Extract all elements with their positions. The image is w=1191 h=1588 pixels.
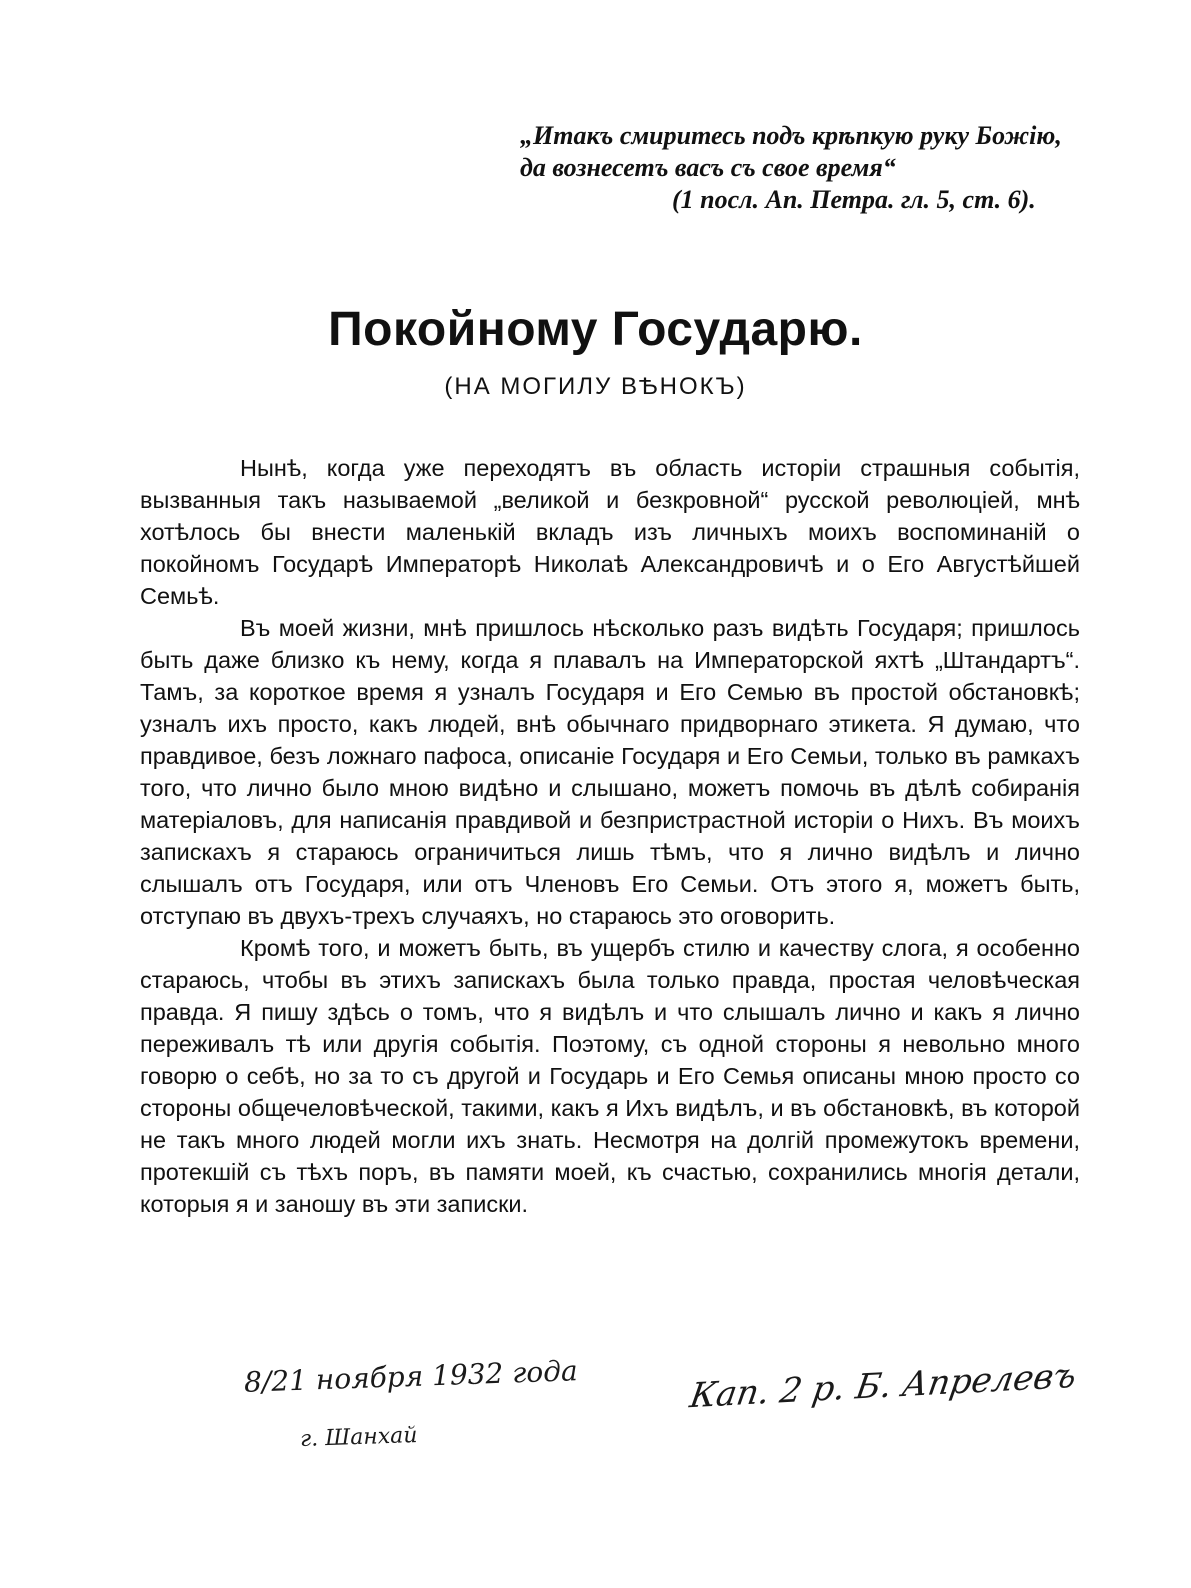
epigraph-reference: (1 посл. Ап. Петра. гл. 5, ст. 6). [672,185,1036,214]
paragraph-1: Нынѣ, когда уже переходятъ въ область исторіи страшныя событія, вызванныя такъ называемой „великой и безкровной“ русской революціей, мнѣ хотѣлось бы внести маленькій вкладъ изъ личныхъ моихъ воспоминаній о покойномъ Государѣ Императорѣ Николаѣ Александровичѣ и о Его Августѣйшей Семьѣ. [140,455,1080,609]
epigraph [520,120,1100,216]
paragraph-2: Въ моей жизни, мнѣ пришлось нѣсколько разъ видѣть Государя; пришлось быть даже близко къ нему, когда я плавалъ на Императорской яхтѣ „Штандартъ“. Тамъ, за короткое время я узналъ Государя и Его Семью въ простой обстановкѣ; узналъ ихъ просто, какъ людей, внѣ обычнаго придворнаго этикета. Я думаю, что правдивое, безъ ложнаго пафоса, описаніе Государя и Его Семьи, только въ рамкахъ того, что лично было мною видѣно и слышано, можетъ помочь въ дѣлѣ собиранія матеріаловъ, для написанія правдивой и безпристрастной исторіи о Нихъ. Въ моихъ запискахъ я стараюсь ограничиться лишь тѣмъ, что я лично видѣлъ и лично слышалъ отъ Государя, или отъ Членовъ Его Семьи. Отъ этого я, можетъ быть, отступаю въ двухъ-трехъ случаяхъ, но стараюсь это оговорить. [140,615,1080,929]
page-title: Покойному Государю. [328,303,863,356]
epigraph-line-1: „Итакъ смиритесь подъ крѣпкую руку Божію, [520,121,1062,150]
page-subtitle: (НА МОГИЛУ ВѢНОКЪ) [444,373,747,400]
handwritten-place: г. Шанхай [299,1422,418,1453]
paragraph-3: Кромѣ того, и можетъ быть, въ ущербъ стилю и качеству слога, я особенно стараюсь, чтобы въ этихъ запискахъ была только правда, простая человѣческая правда. Я пишу здѣсь о томъ, что я видѣлъ и что слышалъ лично и какъ я лично переживалъ тѣ или другія событія. Поэтому, съ одной стороны я невольно много говорю о себѣ, но за то съ другой и Государь и Его Семья описаны мною просто со стороны общечеловѣческой, такими, какъ я Ихъ видѣлъ, и въ обстановкѣ, въ которой не такъ много людей могли ихъ знать. Несмотря на долгій промежутокъ времени, протекшій съ тѣхъ поръ, въ памяти моей, къ счастью, сохранились многія детали, которыя я и заношу въ эти записки. [140,935,1080,1217]
handwritten-date: 8/21 ноября 1932 года [243,1354,579,1399]
body-text [140,452,1080,1220]
handwritten-signature: Кап. 2 р. Б. Апрелевъ [687,1355,1080,1417]
epigraph-line-2: да вознесетъ васъ съ свое время“ [520,153,896,182]
